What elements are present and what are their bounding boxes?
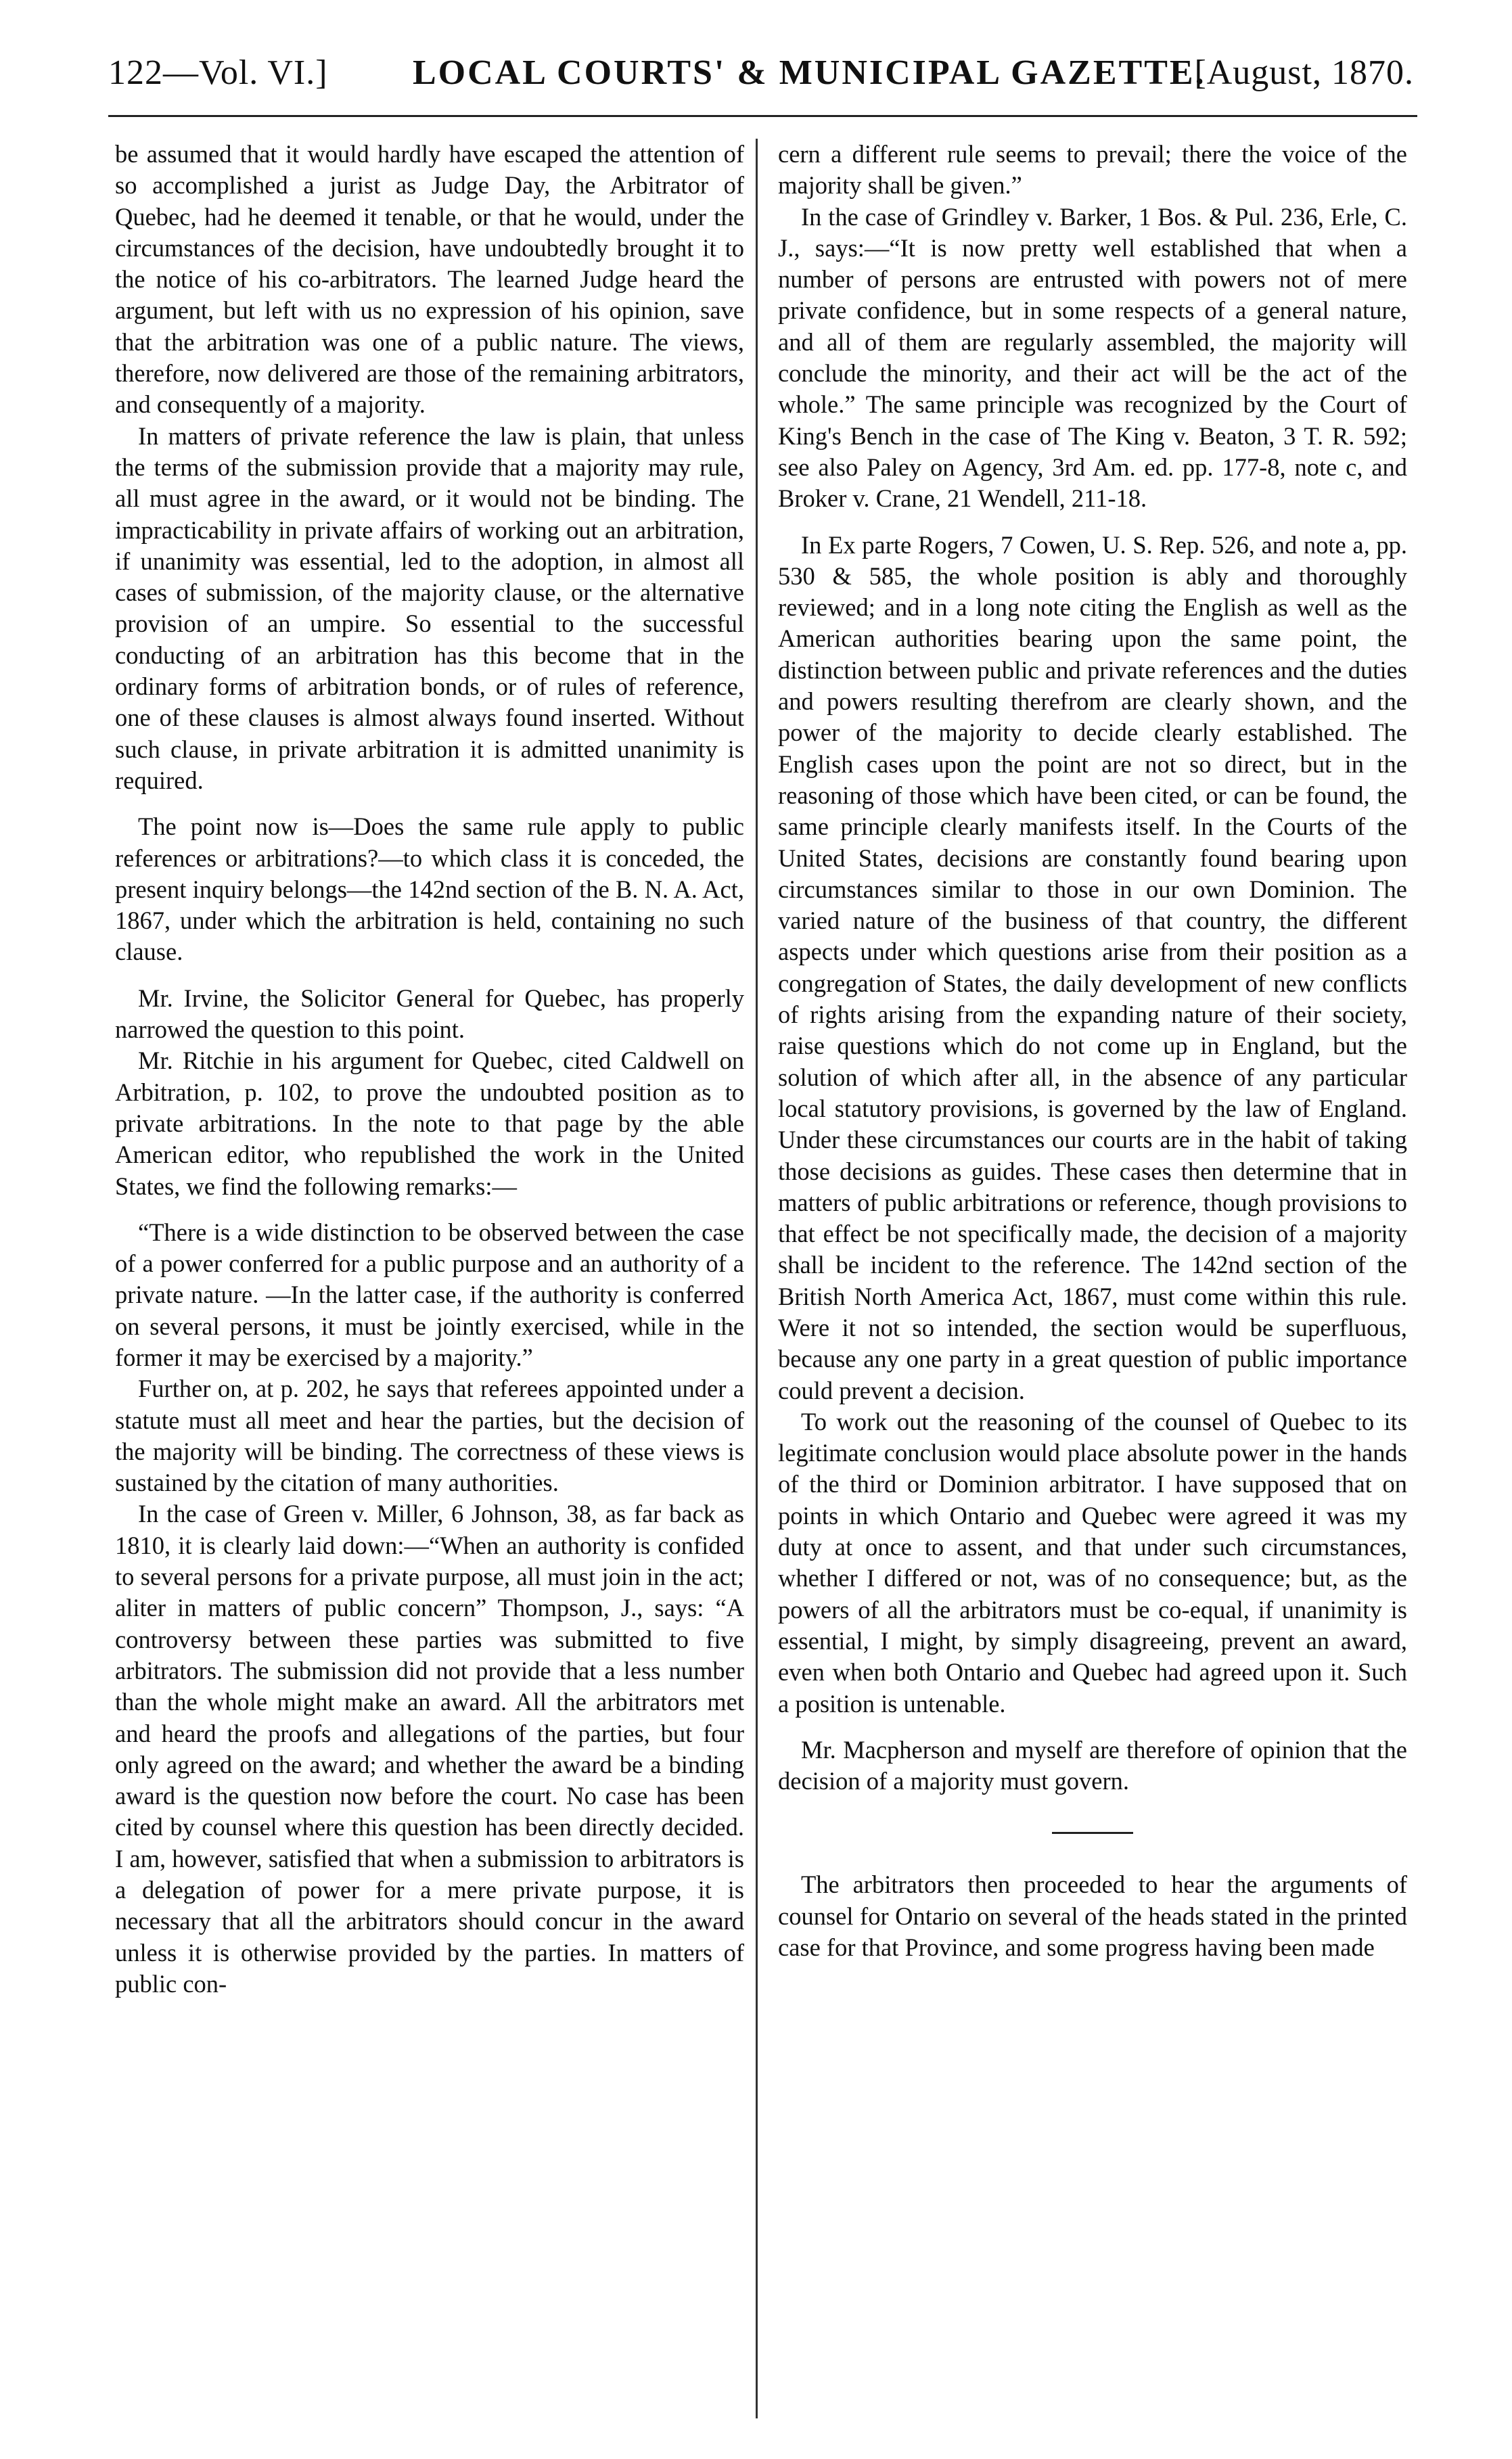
paragraph: To work out the reasoning of the counsel of Quebec to its legitimate conclusion would place absolute power in the hands of the third or Dominion arbitrator. I have supposed that on points in which Ontario and Quebec were agreed it was my duty at once to assent, and that under such circumstances, whether I differed or not, was of no consequence; but, as the powers of all the arbitrators must be co-equal, if unanimity is essential, I might, by simply disagreeing, prevent an award, even when both Ontario and Quebec had agreed upon it. Such a position is untenable. xyxy=(778,1407,1407,1718)
paragraph: The point now is—Does the same rule apply to public references or arbitrations?—to which class it is conceded, the present inquiry belongs—the 142nd section of the B. N. A. Act, 1867, under which the arbitration is held, containing no such clause. xyxy=(115,812,744,966)
paragraph: Mr. Macpherson and myself are therefore of opinion that the decision of a majority must govern. xyxy=(778,1735,1407,1795)
column-rule xyxy=(756,139,758,2418)
paragraph: Further on, at p. 202, he says that referees appointed under a statute must all meet and hear the parties, but the decision of the majority will be binding. The correctness of these views is sustained by the citation of many authorities. xyxy=(115,1375,744,1497)
paragraph: In the case of Green v. Miller, 6 Johnson, 38, as far back as 1810, it is clearly laid down:—“When an authority is confided to several persons for a private purpose, all must join in the act; aliter in matters of public concern” Thompson, J., says: “A controversy between these parties was submitted to five arbitrators. The submission did not provide that a less number than the whole might make an award. All the arbitrators met and heard the proofs and allegations of the parties, but four only agreed on the award; and whether the award be a binding award is the question now before the court. No case has been cited by counsel where this question has been directly decided. I am, however, satisfied that when a submission to arbitrators is a delegation of power for a mere private purpose, it is necessary that all the arbitrators should concur in the award unless it is otherwise provided by the parties. In matters of public con- xyxy=(115,1500,744,1998)
issue-date: [August, 1870. xyxy=(1194,53,1414,92)
paragraph: be assumed that it would hardly have escaped the attention of so accomplished a jurist as Judge Day, the Arbitrator of Quebec, had he deemed it tenable, or that he would, under the circumstances of the decision, have undoubtedly brought it to the notice of his co-arbitrators. The learned Judge heard the argument, but left with us no expression of his opinion, save that the arbitration was one of a public nature. The views, therefore, now delivered are those of the remaining arbitrators, and consequently of a majority. xyxy=(115,140,744,419)
header-rule xyxy=(108,115,1417,117)
publication-title: LOCAL COURTS' & MUNICIPAL GAZETTE. xyxy=(413,53,1206,92)
right-column xyxy=(778,139,1407,1963)
block-quote: “There is a wide distinction to be observed between the case of a power conferred for a public purpose and an authority of a private nature. —In the latter case, if the authority is conferred on several persons, it must be jointly exercised, while in the former it may be exercised by a majority.” xyxy=(115,1218,744,1371)
left-column xyxy=(115,139,744,2000)
section-divider xyxy=(1052,1832,1133,1834)
paragraph: In Ex parte Rogers, 7 Cowen, U. S. Rep. 526, and note a, pp. 530 & 585, the whole position is ably and thoroughly reviewed; and in a long note citing the English as well as the American authorities bearing upon the same point, the distinction between public and private references and the duties and powers resulting therefrom are clearly shown, and the power of the majority to decide clearly established. The English cases upon the point are not so direct, but in the reasoning of those which have been cited, or can be found, the same principle clearly manifests itself. In the Courts of the United States, decisions are constantly found bearing upon circumstances similar to those in our own Dominion. The varied nature of the business of that country, the different aspects under which questions arise from their position as a congregation of States, the daily development of new conflicts of rights arising from the expanding nature of their society, raise questions which do not come up in England, but the solution of which after all, in the absence of any particular local statutory provisions, is governed by the law of England. Under these circumstances our courts are in the habit of taking those decisions as guides. These cases then determine that in matters of public arbitrations or reference, though provisions to that effect be not specifically made, the decision of a majority shall be incident to the reference. The 142nd section of the British North America Act, 1867, must come within this rule. Were it not so intended, the section would be superfluous, because any one party in a great question of public importance could prevent a decision. xyxy=(778,530,1407,1404)
paragraph: Mr. Irvine, the Solicitor General for Quebec, has properly narrowed the question to this point. xyxy=(115,984,744,1044)
paragraph: In the case of Grindley v. Barker, 1 Bos. & Pul. 236, Erle, C. J., says:—“It is now pretty well established that when a number of persons are entrusted with powers not of mere private confidence, but in some respects of a general nature, and all of them are regularly assembled, the majority will conclude the minority, and their act will be the act of the whole.” The same principle was recognized by the Court of King's Bench in the case of The King v. Beaton, 3 T. R. 592; see also Paley on Agency, 3rd Am. ed. pp. 177-8, note c, and Broker v. Crane, 21 Wendell, 211-18. xyxy=(778,202,1407,513)
paragraph: cern a different rule seems to prevail; there the voice of the majority shall be given.” xyxy=(778,140,1407,200)
running-header xyxy=(108,53,1414,107)
paragraph: In matters of private reference the law is plain, that unless the terms of the submission provide that a majority may rule, all must agree in the award, or it would not be binding. The impracticability in private affairs of working out an arbitration, if unanimity was essential, led to the adoption, in almost all cases of submission, of the majority clause, or the alternative provision of an umpire. So essential to the successful conducting of an arbitration has this become that in the ordinary forms of arbitration bonds, or of rules of reference, one of these clauses is almost always found inserted. Without such clause, in private arbitration it is admitted unanimity is required. xyxy=(115,421,744,794)
paragraph: The arbitrators then proceeded to hear the arguments of counsel for Ontario on several of the heads stated in the printed case for that Province, and some progress having been made xyxy=(778,1870,1407,1962)
page-volume: 122—Vol. VI.] xyxy=(108,53,328,92)
paragraph: Mr. Ritchie in his argument for Quebec, cited Caldwell on Arbitration, p. 102, to prove the undoubted position as to private arbitrations. In the note to that page by the able American editor, who republished the work in the United States, we find the following remarks:— xyxy=(115,1047,744,1200)
